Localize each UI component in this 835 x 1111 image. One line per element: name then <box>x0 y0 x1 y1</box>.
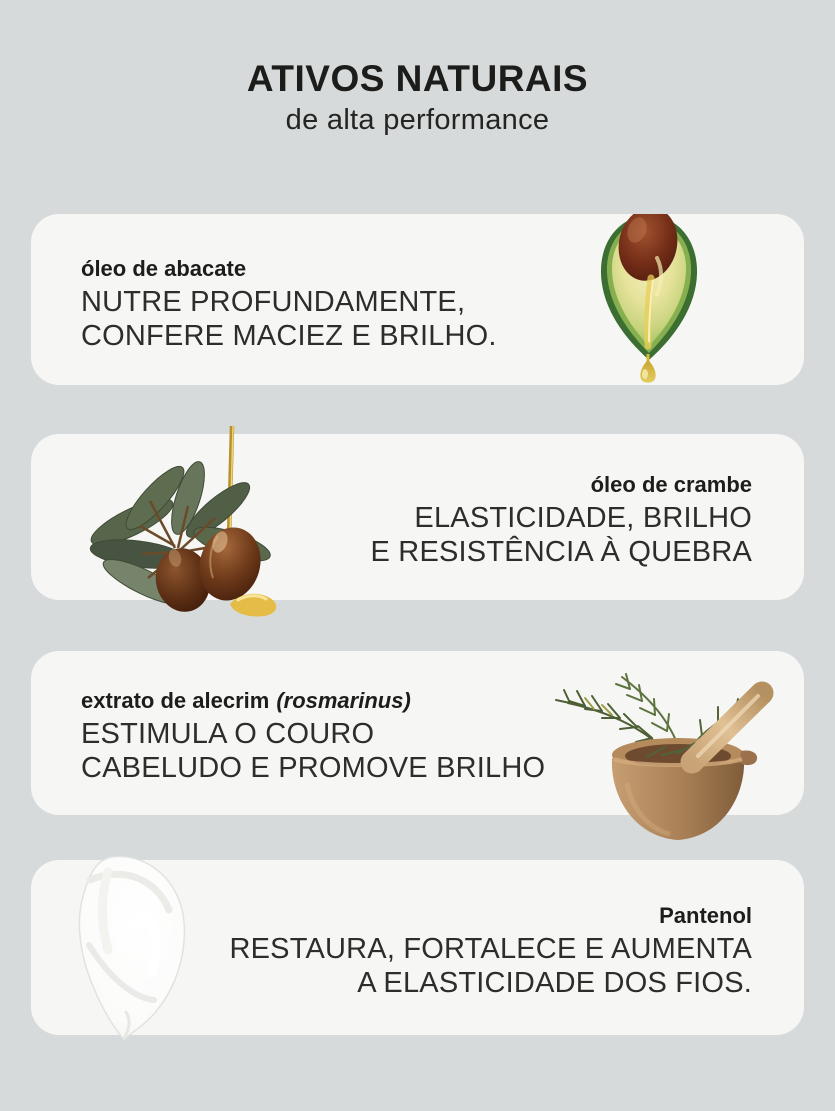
benefit-line: A ELASTICIDADE DOS FIOS. <box>357 967 752 999</box>
card-text-block <box>81 688 545 785</box>
benefit-line: RESTAURA, FORTALECE E AUMENTA <box>229 933 752 965</box>
page-subtitle: de alta performance <box>285 104 550 136</box>
card-text-block <box>81 256 497 353</box>
crambe-image <box>80 426 300 620</box>
benefit-line: ESTIMULA O COURO <box>81 718 375 750</box>
rosemary-mortar-image <box>552 663 792 848</box>
benefit-line: ELASTICIDADE, BRILHO <box>414 502 752 534</box>
ingredient-name: óleo de abacate <box>81 256 247 281</box>
card-text-block <box>229 903 752 1000</box>
cream-smear-image <box>56 852 196 1042</box>
page-title: ATIVOS NATURAIS <box>246 58 589 99</box>
benefit-line: NUTRE PROFUNDAMENTE, <box>81 286 466 318</box>
benefit-line: CABELUDO E PROMOVE BRILHO <box>81 752 546 784</box>
avocado-image <box>583 214 715 386</box>
ingredient-name: óleo de crambe <box>590 472 752 497</box>
ingredient-name: extrato de alecrim (rosmarinus) <box>81 688 411 713</box>
benefit-line: CONFERE MACIEZ E BRILHO. <box>81 320 497 352</box>
benefit-line: E RESISTÊNCIA À QUEBRA <box>370 536 752 568</box>
card-text-block <box>371 472 753 569</box>
ingredient-name: Pantenol <box>659 903 752 928</box>
ingredient-note: (rosmarinus) <box>276 688 411 713</box>
